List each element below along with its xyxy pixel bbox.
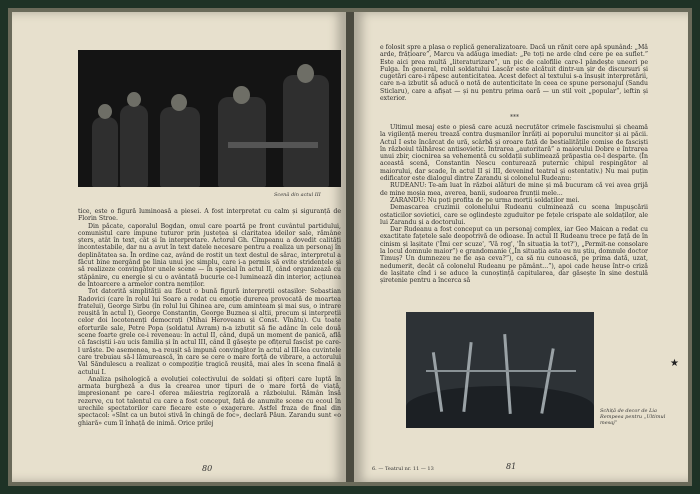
paragraph: Demascarea cruzimii colonelului Rudeanu culminează cu scena împușcării ostaticilor sovietici, care se oglindește zguduitor pe fețele crispate ale soldaților, ale lui Zarandu și a doctorului. <box>380 204 648 226</box>
gutter <box>346 12 354 482</box>
left-body-text <box>78 208 341 458</box>
set-design-sketch <box>406 312 594 428</box>
section-separator: *** <box>510 114 519 121</box>
right-body-top <box>380 44 648 102</box>
right-page <box>354 12 688 482</box>
paragraph: e folosit spre a plasa o replică generalizatoare. Dacă un rănit cere apă spunând: „Mă arde, frățioare”, Marcu va adăuga imediat: „Pe toți ne arde cînd cere pe ea suflet.” Este aici prea multă „literaturizare”, un pic de calofilie care-l pândește uneori pe Fulga. În general, rolul soldatului Lascăr este alcătuit dintr-un șir de discursuri și cugetări care-i răpesc autenticitatea. Acest defect al textului s-a însușit interpretării, care n-a izbutit să aducă o notă de autenticitate în ceea ce spune personajul (Sandu Sticlaru), care a afișat — și nu pentru prima oară — un stil voit „popular”, ieftin și exterior. <box>380 44 648 103</box>
page-footer: 6. — Teatrul nr. 11 — 13 <box>372 466 434 472</box>
paragraph: Tot datorită simplității au făcut o bună figură interpreții ostașilor: Sebastian Radovici (care în rolul lui Soare a redat cu emoție durerea provocată de moartea fratelui), George Sirbu (în rolul lui Ghinea are, cum aminteam și mai sus, o intrare reușită în actul I), George Constantin, George Buznea și alții, precum și interpreții celor doi locotenenți democrați (Mihai Heroveanu și Const. Vînătu). Cu toate eforturile sale, Petre Popa (soldatul Avram) n-a izbutit să fie adânc în cele două scene foarte grele ce-i reveneau: în actul II, când, după un moment de panică, află că fasciștii i-au ucis familia și în actul III, când îl găsește pe ofițerul fascist pe care-l urăște. De asemenea, n-a reușit să impună convingător în actul al III-lea cuvintele care trebuiau să-l lămurească, în care se cere o mare forță de vibrare, a actorului Val Săndulescu a realizat o compoziție tragică reușită, mai ales în scena finală a actului I. <box>78 288 341 376</box>
paragraph: ZARANDU: Nu poți profita de pe urma morții soldaților mei. <box>390 196 580 204</box>
paragraph: Dar Rudeanu a fost conceput ca un personaj complex, iar Geo Maican a redat cu exactitate fațetele sale deopotrivă de odioase. În actul II Rudeanu trece pe față de în cinism și lașitate ('Îmi cer scuze', 'Vă rog', 'În situația la tot?'), „Permit-ne consolare la locul domnule maior”) e grandomanie („În situația asta eu nu știu, domnule doctor Timuș? Un dumnezeu ne fie așa ceva?”), ca să nu cunoască, pe prima dată, uzat, nedumerit, decât că colonelul Rudeanu pe pământ...”), apoi cade heuse într-o criză de lașitate cînd i se aduce la cunoștință capitularea, dar găsește în sine destulă șiretenie pentru a încerca să <box>380 226 648 285</box>
scene-photo <box>78 50 341 187</box>
page-number-right: 81 <box>506 462 517 471</box>
paragraph: Din păcate, caporalul Bogdan, omul care poartă pe front cuvântul partidului, comunistul care impune tuturor prin justețea și claritatea ideilor sale, rămâne șters, atât în text, cât și în interpretare. Actorul Gh. Cîmpeanu a dovedit calități incontestabile, dar nu a avut în text datele necesare pentru a realiza un personaj în deplinătatea sa. În ordine caz, având de rostit un text destul de sărac, interpretul a făcut bine mergând pe linia unui joc simplu, care i-a permis să evite stridențele și să realizeze convingător unele scene — în special în actul II, când organizează cu stăpânire, cu energie și cu o avântată bucurie ce-l luminează din interior, acțiunea de întoarcere a armelor contra nemților. <box>78 222 341 288</box>
paragraph: tice, este o figură luminoasă a piesei. A fost interpretat cu calm și siguranță de Florin Stroe. <box>78 208 341 223</box>
photo-caption: Scenă din actul III <box>274 192 321 198</box>
sketch-caption: Schiță de decor de Lia Rempeea pentru „Ultimul mesaj” <box>600 408 666 426</box>
paragraph: Ultimul mesaj este o piesă care acuză necruțător crimele fascismului și cheamă la vigilență mereu trează contra dușmanilor înrăiți ai poporului muncitor și ai păcii. Actul I este încărcat de ură, scârbă și oroare față de bestialitățile comise de fasciști în războiul tâlhăresc antisovietic. Intrarea „autoritară” a maiorului Dobre e întrarea unui zbir, ciocnirea sa vehementă cu soldații sublimează prăpastia ce-l desparte. (În această scenă, Constantin Nescu conturează puternic chipul respingător al maiorului, dar scade, în actul II și III, devenind teatral și ostentativ.) Nu mai puțin edificator este dialogul dintre Zarandu și colonelul Rudeanu: <box>380 124 648 183</box>
star-icon: ★ <box>670 358 679 369</box>
paragraph: RUDEANU: Te-am luat în război alături de mine și mă bucuram că vei avea grijă de mine moșia mea, averea, banii, sudoarea frunții mele... <box>380 182 648 197</box>
left-page <box>12 12 346 482</box>
paragraph: Analiza psihologică a evoluției colectivului de soldați și ofițeri care luptă în armata burgheză a dus la crearea unor tipuri de o mare forță de viață, impresionant pe care-l oferea măiestria regizorală a războiului. Rămân însă rezerve, cu tot talentul cu care a fost conceput, față de anumite scene cu ecoul în urechile spectatorilor care fiecare este o exagerare. Astfel fraza de final din spectacol: «Sînt ca un butoi stivă în chingă de foc», declară Păun. Zarandu sunt «o ghiară» cum îl înhață de inimă. Orice prilej <box>78 375 341 427</box>
book-spread <box>8 8 692 486</box>
right-body-main <box>380 124 648 308</box>
page-number-left: 80 <box>202 464 213 473</box>
